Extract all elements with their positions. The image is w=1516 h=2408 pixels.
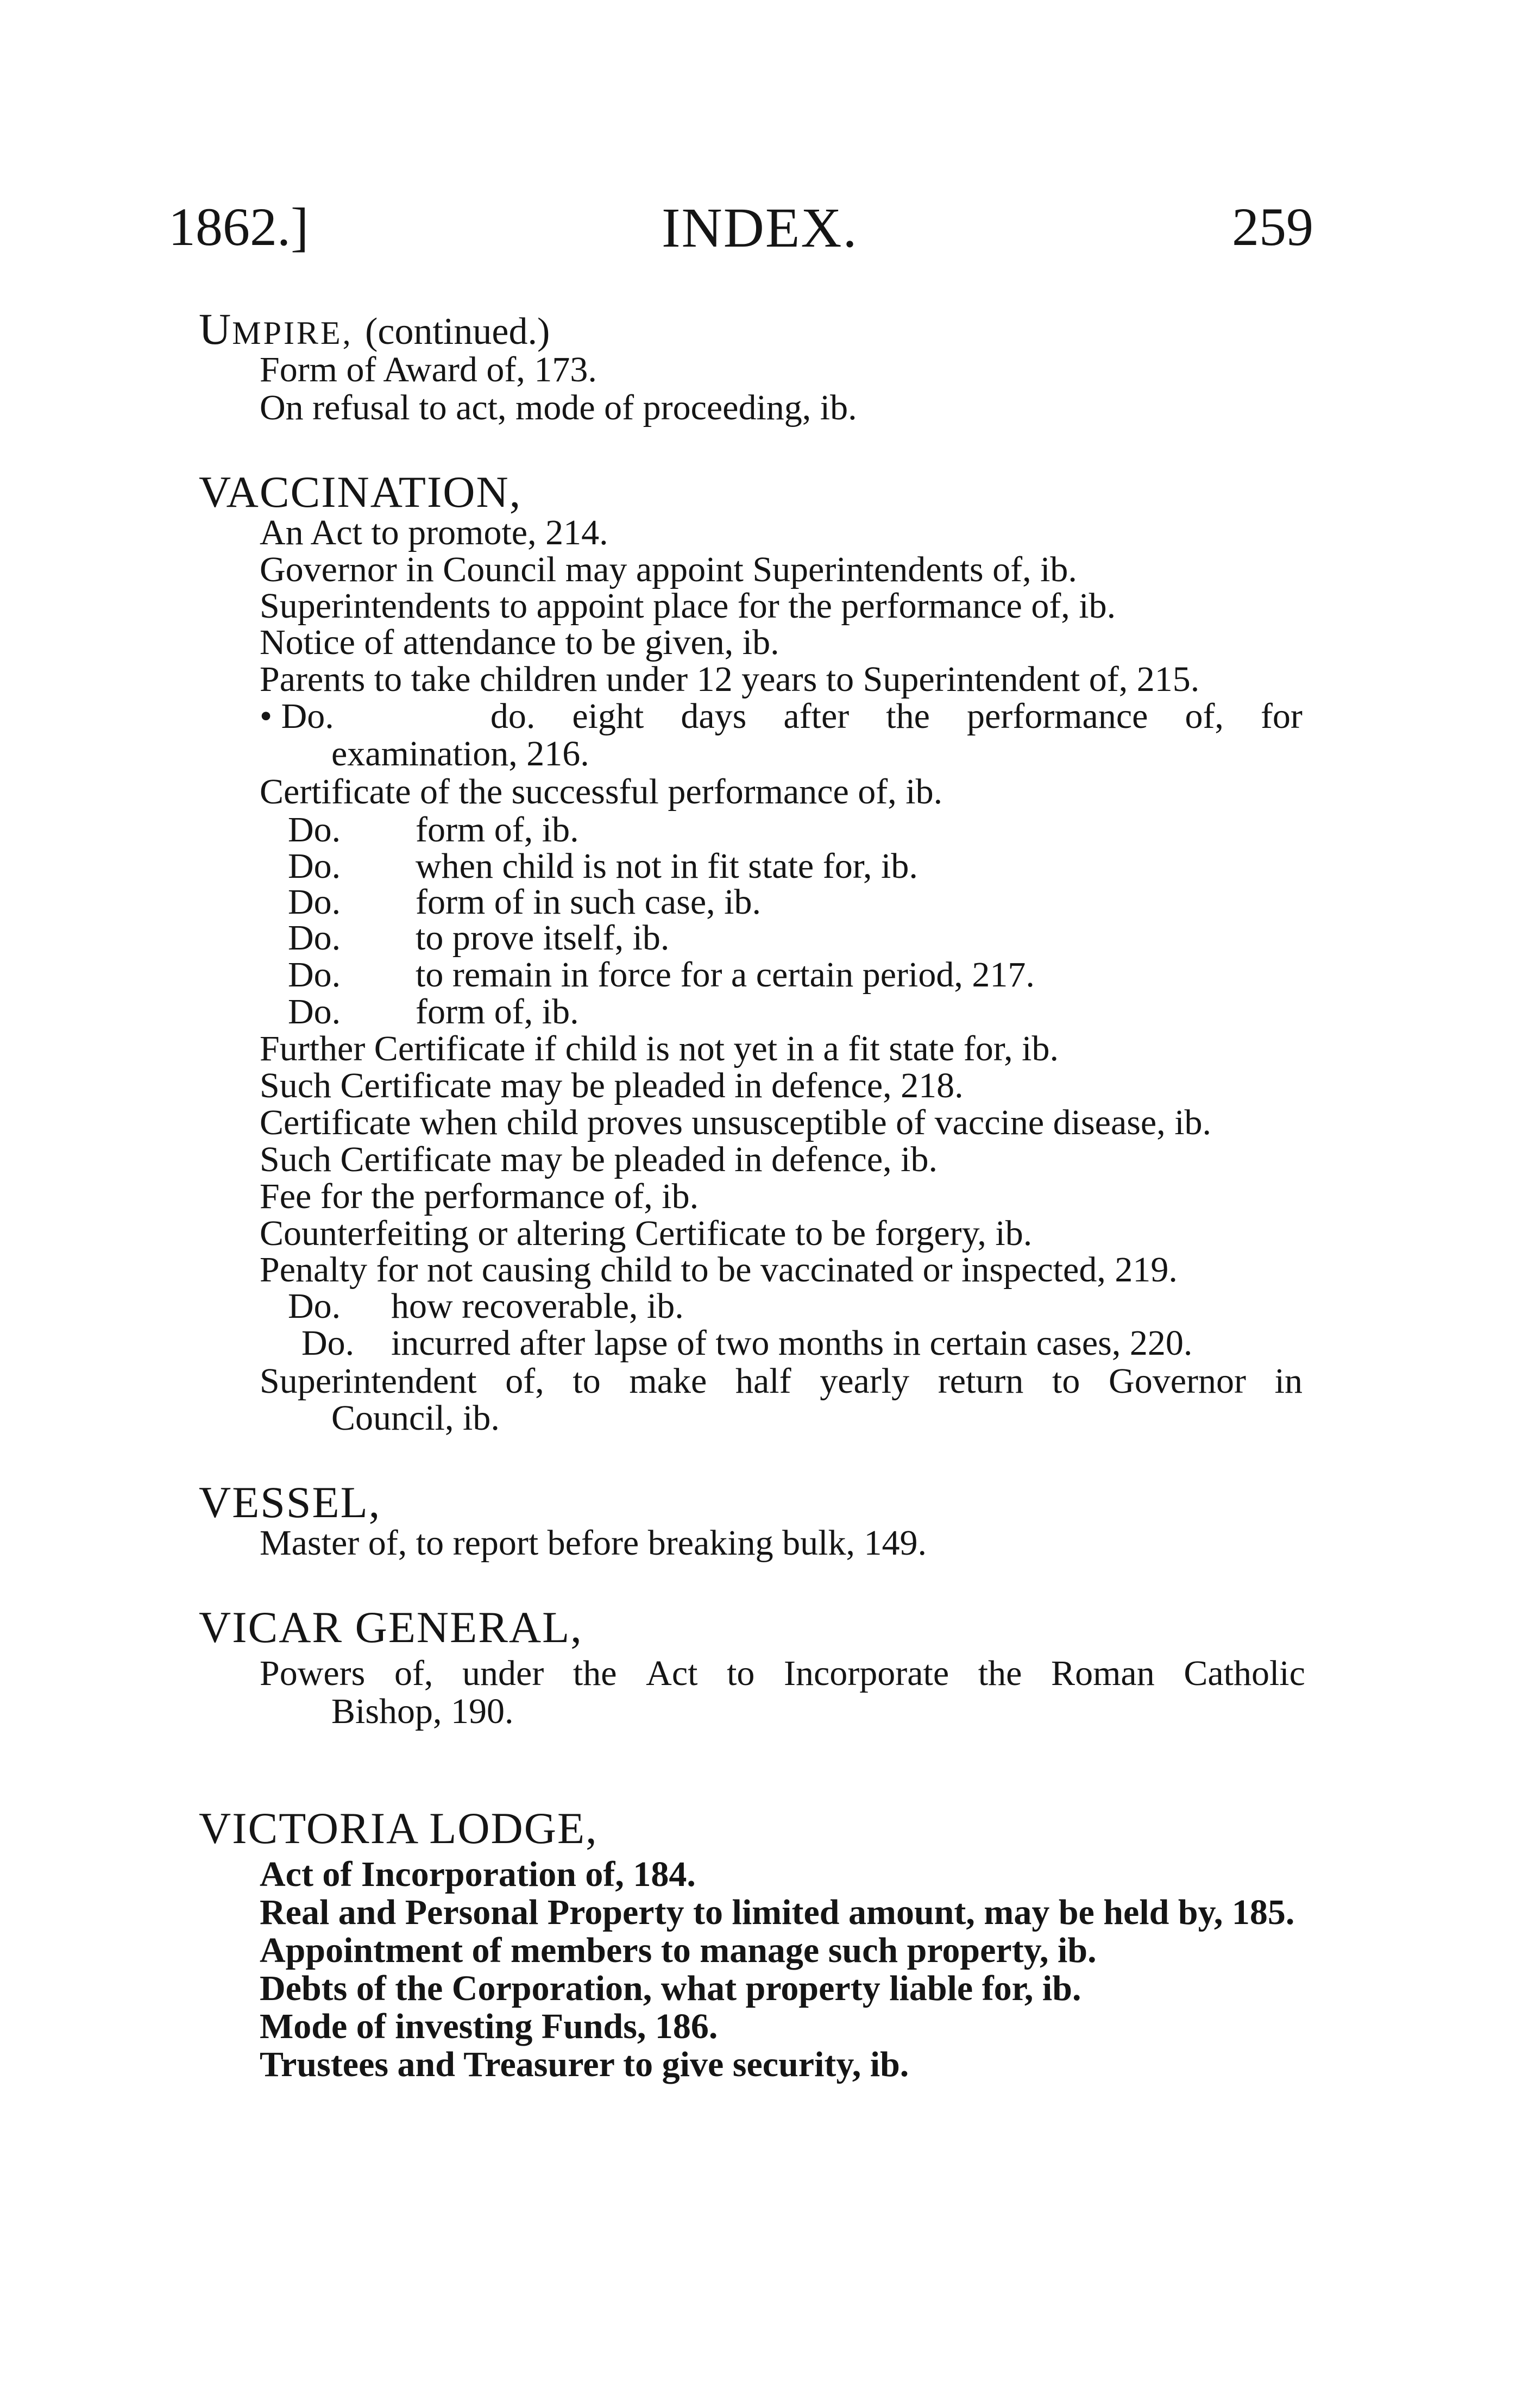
index-line: Appointment of members to manage such property, ib. <box>260 1931 1097 1970</box>
word: yearly <box>820 1361 910 1401</box>
index-line: Trustees and Treasurer to give security, ib. <box>260 2045 909 2084</box>
word: in <box>1274 1361 1303 1401</box>
word: under <box>462 1653 544 1693</box>
word: • Do. <box>260 696 334 736</box>
index-line: Counterfeiting or altering Certificate to be forgery, ib. <box>260 1214 1033 1253</box>
word: the <box>886 696 930 736</box>
word: Incorporate <box>784 1653 949 1693</box>
word: half <box>735 1361 791 1401</box>
entry-heading-victoria-lodge: VICTORIA LODGE, <box>199 1803 598 1853</box>
word: Roman <box>1051 1653 1155 1693</box>
index-line: Such Certificate may be pleaded in defence, ib. <box>260 1140 938 1179</box>
word: return <box>938 1361 1024 1401</box>
index-line-superintendent <box>260 1363 1303 1399</box>
do-text: form of, ib. <box>416 810 579 850</box>
index-line-continuation: Council, ib. <box>331 1398 500 1438</box>
index-line-continuation: Bishop, 190. <box>331 1692 514 1731</box>
do-text: incurred after lapse of two months in certain cases, 220. <box>391 1323 1193 1363</box>
do-label: Do. <box>288 882 341 922</box>
index-line: Form of Award of, 173. <box>260 350 597 389</box>
word: performance <box>966 696 1148 736</box>
index-line: Master of, to report before breaking bulk, 149. <box>260 1523 927 1563</box>
word: to <box>727 1653 755 1693</box>
header-year: 1862.] <box>168 197 309 257</box>
index-line: Debts of the Corporation, what property liable for, ib. <box>260 1969 1081 2008</box>
index-line: Real and Personal Property to limited amount, may be held by, 185. <box>260 1893 1295 1932</box>
index-line: Fee for the performance of, ib. <box>260 1177 699 1216</box>
do-text: form of, ib. <box>416 992 579 1032</box>
do-label: Do. <box>288 918 341 958</box>
word: Act <box>646 1653 698 1693</box>
word: Powers <box>260 1653 366 1693</box>
continued-note: (continued.) <box>365 311 550 353</box>
index-line-do <box>260 696 1303 736</box>
word: make <box>629 1361 707 1401</box>
word: to <box>573 1361 601 1401</box>
index-line: Superintendents to appoint place for the performance of, ib. <box>260 586 1116 626</box>
do-label: Do. <box>301 1323 355 1363</box>
index-line: Certificate when child proves unsusceptible of vaccine disease, ib. <box>260 1103 1212 1142</box>
header-title: INDEX. <box>662 197 858 259</box>
word: Catholic <box>1184 1653 1305 1693</box>
entry-heading-umpire <box>199 304 550 354</box>
index-line-powers <box>260 1653 1305 1693</box>
do-text: to prove itself, ib. <box>416 918 670 958</box>
index-line: On refusal to act, mode of proceeding, ib. <box>260 388 857 427</box>
word: the <box>573 1653 617 1693</box>
word: Governor <box>1109 1361 1246 1401</box>
heading-lead-letter: U <box>199 304 232 354</box>
index-line: Notice of attendance to be given, ib. <box>260 623 779 662</box>
do-text: when child is not in fit state for, ib. <box>416 846 918 886</box>
index-line-continuation: examination, 216. <box>331 734 589 774</box>
word: of, <box>1185 696 1224 736</box>
word: of, <box>394 1653 433 1693</box>
index-line: Mode of investing Funds, 186. <box>260 2007 718 2046</box>
do-text: how recoverable, ib. <box>391 1286 684 1326</box>
header-page-number: 259 <box>1232 197 1313 257</box>
do-label: Do. <box>288 810 341 850</box>
do-label: Do. <box>288 992 341 1032</box>
word: days <box>681 696 747 736</box>
index-line: Governor in Council may appoint Superintendents of, ib. <box>260 550 1077 589</box>
index-line: An Act to promote, 214. <box>260 513 608 552</box>
word: of, <box>505 1361 544 1401</box>
entry-heading-vicar-general: VICAR GENERAL, <box>199 1602 583 1652</box>
do-label: Do. <box>288 955 341 995</box>
index-line: Certificate of the successful performance of, ib. <box>260 772 943 812</box>
index-line: Penalty for not causing child to be vaccinated or inspected, 219. <box>260 1250 1178 1290</box>
index-line: Act of Incorporation of, 184. <box>260 1854 696 1894</box>
word: Superintendent <box>260 1361 477 1401</box>
index-line: Parents to take children under 12 years to Superintendent of, 215. <box>260 659 1200 699</box>
entry-heading-vessel: VESSEL, <box>199 1478 381 1527</box>
do-label: Do. <box>288 846 341 886</box>
word: to <box>1052 1361 1080 1401</box>
word: after <box>783 696 850 736</box>
word: eight <box>572 696 644 736</box>
heading-small-caps: MPIRE, <box>232 315 353 351</box>
do-label: Do. <box>288 1286 341 1326</box>
do-text: form of in such case, ib. <box>416 882 761 922</box>
entry-heading-vaccination: VACCINATION, <box>199 467 522 517</box>
word: the <box>978 1653 1022 1693</box>
word: do. <box>490 696 536 736</box>
index-line: Such Certificate may be pleaded in defence, 218. <box>260 1066 964 1105</box>
word: for <box>1260 696 1303 736</box>
do-text: to remain in force for a certain period, 217. <box>416 955 1035 995</box>
index-line: Further Certificate if child is not yet in a fit state for, ib. <box>260 1029 1059 1068</box>
